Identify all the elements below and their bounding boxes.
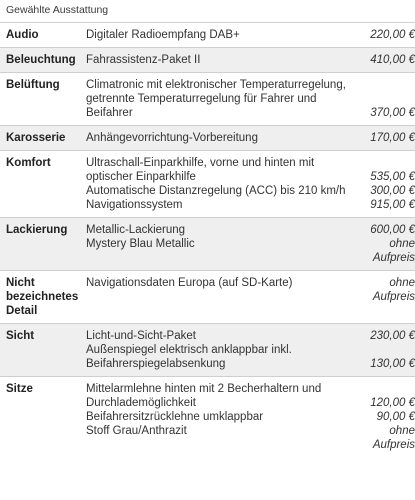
category-label: Nicht bezeichnetes Detail: [0, 271, 86, 324]
equipment-item-name: Licht-und-Sicht-Paket: [86, 330, 196, 342]
table-row: [0, 126, 415, 151]
equipment-item-price: ohne Aufpreis: [372, 425, 415, 451]
equipment-item-price: 130,00 €: [370, 358, 415, 370]
equipment-item-name: Außenspiegel elektrisch anklappbar inkl. Beifahrerspiegelabsenkung: [86, 344, 292, 370]
equipment-prices: [361, 377, 415, 458]
equipment-item-name: Digitaler Radioempfang DAB+: [86, 29, 240, 41]
table-row: [0, 377, 415, 458]
category-label: Sicht: [0, 324, 86, 377]
equipment-item-price: 170,00 €: [370, 132, 415, 144]
category-label: Lackierung: [0, 218, 86, 271]
category-label: Komfort: [0, 151, 86, 218]
equipment-item-name: Automatische Distanzregelung (ACC) bis 210 km/h: [86, 185, 346, 197]
equipment-item-price: ohne Aufpreis: [372, 277, 415, 303]
table-caption: Gewählte Ausstattung: [6, 4, 109, 16]
equipment-prices: [361, 271, 415, 324]
equipment-item-name: Stoff Grau/Anthrazit: [86, 425, 187, 437]
equipment-item-price: 600,00 €: [370, 224, 415, 236]
equipment-items: [86, 151, 361, 218]
equipment-prices: [361, 73, 415, 126]
category-label: Beleuchtung: [0, 48, 86, 73]
equipment-item-price: 535,00 €: [370, 171, 415, 183]
equipment-table: [0, 22, 415, 457]
category-label: Belüftung: [0, 73, 86, 126]
equipment-item-price: 230,00 €: [370, 330, 415, 342]
equipment-item-name: Metallic-Lackierung: [86, 224, 186, 236]
equipment-item-name: Navigationssystem: [86, 199, 183, 211]
equipment-prices: [361, 218, 415, 271]
equipment-items: [86, 377, 361, 458]
equipment-prices: [361, 126, 415, 151]
equipment-items: [86, 73, 361, 126]
equipment-item-price: ohne Aufpreis: [372, 238, 415, 264]
equipment-items: [86, 271, 361, 324]
category-label: Karosserie: [0, 126, 86, 151]
equipment-item-name: Navigationsdaten Europa (auf SD-Karte): [86, 277, 293, 289]
equipment-items: [86, 218, 361, 271]
category-label: Audio: [0, 23, 86, 48]
equipment-items: [86, 48, 361, 73]
table-row: [0, 73, 415, 126]
table-row: [0, 271, 415, 324]
equipment-item-price: 915,00 €: [370, 199, 415, 211]
equipment-items: [86, 324, 361, 377]
table-row: [0, 324, 415, 377]
equipment-items: [86, 126, 361, 151]
equipment-item-name: Mittelarmlehne hinten mit 2 Becherhaltern und Durchlademöglichkeit: [86, 383, 322, 409]
equipment-prices: [361, 48, 415, 73]
equipment-item-price: 220,00 €: [370, 29, 415, 41]
category-label: Sitze: [0, 377, 86, 458]
equipment-item-name: Fahrassistenz-Paket II: [86, 54, 201, 66]
equipment-prices: [361, 324, 415, 377]
equipment-item-name: Anhängevorrichtung-Vorbereitung: [86, 132, 258, 144]
equipment-item-name: Ultraschall-Einparkhilfe, vorne und hinten mit optischer Einparkhilfe: [86, 157, 315, 183]
table-row: [0, 151, 415, 218]
equipment-prices: [361, 23, 415, 48]
equipment-table-body: [0, 23, 415, 458]
table-row: [0, 218, 415, 271]
equipment-item-name: Climatronic mit elektronischer Temperaturregelung, getrennte Temperaturregelung für Fahrer und Beifahrer: [86, 79, 346, 119]
table-row: [0, 23, 415, 48]
equipment-item-name: Beifahrersitzrücklehne umklappbar: [86, 411, 264, 423]
equipment-item-price: 370,00 €: [370, 107, 415, 119]
equipment-item-price: 300,00 €: [370, 185, 415, 197]
table-row: [0, 48, 415, 73]
equipment-item-price: 90,00 €: [376, 411, 415, 423]
equipment-prices: [361, 151, 415, 218]
equipment-items: [86, 23, 361, 48]
equipment-item-name: Mystery Blau Metallic: [86, 238, 195, 250]
equipment-item-price: 120,00 €: [370, 397, 415, 409]
equipment-item-price: 410,00 €: [370, 54, 415, 66]
